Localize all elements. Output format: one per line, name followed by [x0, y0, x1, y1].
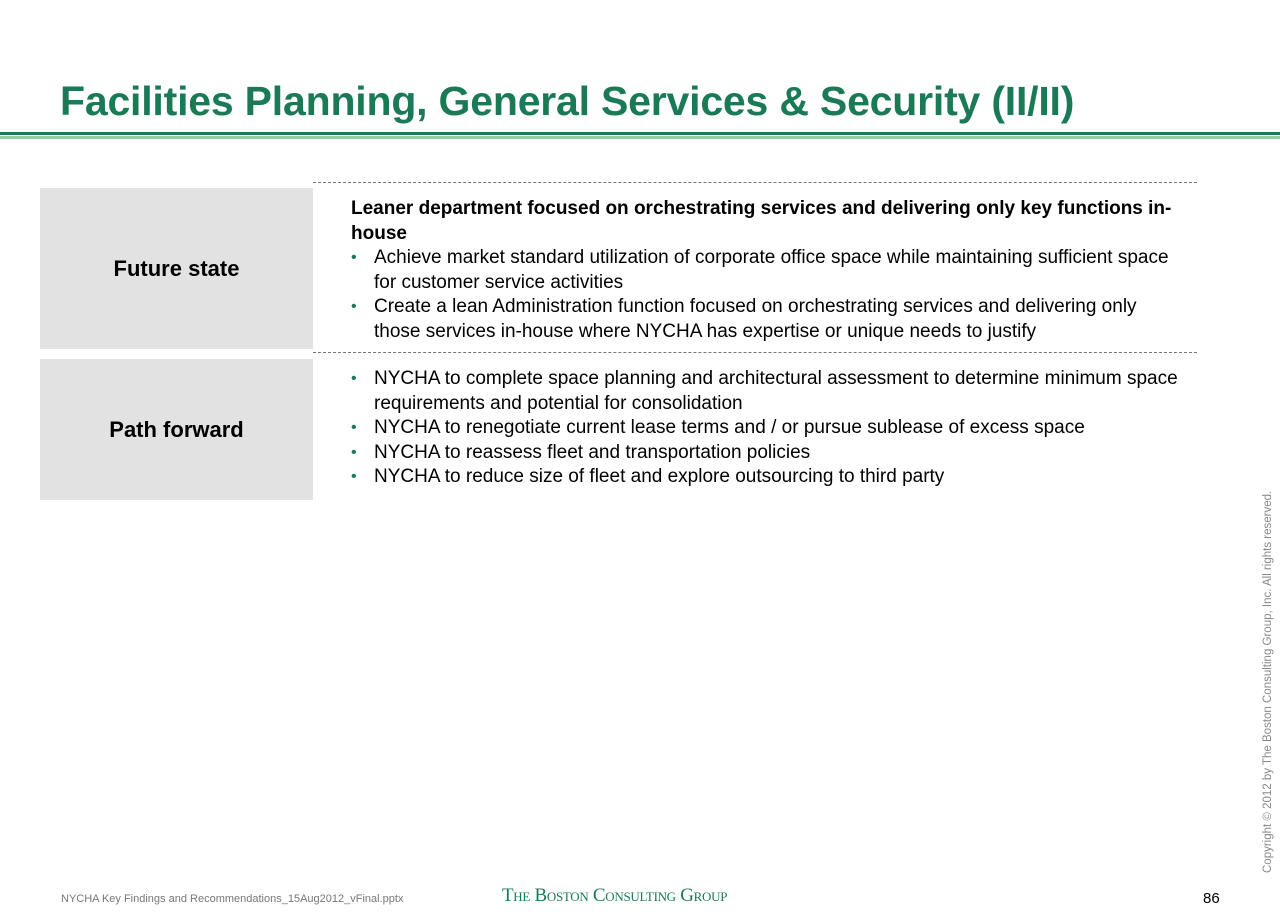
- page-title: Facilities Planning, General Services & Security (II/II): [60, 78, 1075, 124]
- bullet-text: Create a lean Administration function focused on orchestrating services and delivering only those services in-house where NYCHA has expertise or unique needs to justify: [374, 296, 1137, 342]
- title-rule-dark: [0, 132, 1280, 135]
- bullet-icon: •: [351, 298, 357, 315]
- bullet-text: NYCHA to reassess fleet and transportation policies: [374, 441, 811, 463]
- list-item: [351, 416, 1181, 441]
- future-state-label-box: [40, 188, 313, 349]
- path-forward-label: Path forward: [109, 416, 244, 442]
- bullet-icon: •: [351, 249, 357, 266]
- title-rule-light: [0, 136, 1280, 139]
- bullet-icon: •: [351, 370, 357, 387]
- future-state-content: [351, 197, 1181, 344]
- bullet-text: NYCHA to renegotiate current lease terms and / or pursue sublease of excess space: [374, 417, 1085, 438]
- page-number: 86: [1203, 890, 1220, 907]
- list-item: [351, 441, 1181, 466]
- list-item: [351, 295, 1181, 344]
- bullet-text: NYCHA to complete space planning and architectural assessment to determine minimum space requirements and potential for consolidation: [374, 368, 1178, 414]
- path-forward-label-box: [40, 359, 313, 500]
- copyright-notice: Copyright © 2012 by The Boston Consulting Group, Inc. All rights reserved.: [1262, 490, 1274, 873]
- path-forward-content: [351, 367, 1181, 490]
- bullet-icon: •: [351, 443, 357, 461]
- bullet-text: Achieve market standard utilization of corporate office space while maintaining sufficient space for customer service activities: [374, 247, 1169, 293]
- row-divider-top: [313, 182, 1197, 183]
- future-state-bullets: [351, 246, 1181, 344]
- bullet-icon: •: [351, 419, 357, 436]
- bullet-text: NYCHA to reduce size of fleet and explore outsourcing to third party: [374, 466, 945, 487]
- list-item: [351, 465, 1181, 490]
- list-item: [351, 367, 1181, 416]
- path-forward-bullets: [351, 367, 1181, 490]
- list-item: [351, 246, 1181, 295]
- future-state-label: Future state: [113, 255, 240, 281]
- bullet-icon: •: [351, 468, 357, 485]
- future-state-lead: Leaner department focused on orchestrating services and delivering only key functions in-house: [351, 198, 1172, 244]
- row-divider-middle: [313, 352, 1197, 353]
- company-logo: The Boston Consulting Group: [502, 885, 728, 906]
- footer-filename: NYCHA Key Findings and Recommendations_15Aug2012_vFinal.pptx: [61, 893, 404, 905]
